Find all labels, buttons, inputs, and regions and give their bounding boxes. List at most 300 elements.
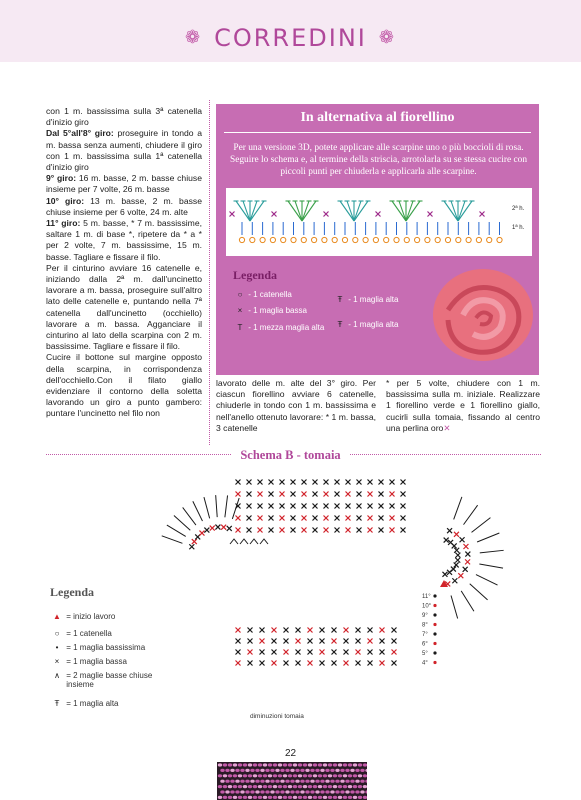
stitch-single-crochet: [260, 650, 265, 655]
stitch-single-crochet: [313, 480, 318, 485]
knit-stitch: [363, 785, 367, 788]
knit-stitch: [358, 796, 362, 799]
knit-stitch: [285, 790, 289, 793]
stitch-treble: [451, 595, 458, 618]
stitch-single-crochet: [460, 537, 465, 542]
stitch-single-crochet: [465, 559, 470, 564]
legend-b-item: • = 1 maglia bassissima: [50, 643, 145, 652]
stitch-chain: [301, 237, 306, 242]
stitch-treble: [354, 201, 368, 221]
stitch-treble: [444, 201, 458, 221]
stitch-single-crochet: [324, 516, 329, 521]
knit-stitch: [270, 780, 274, 783]
knit-stitch: [360, 790, 364, 793]
stitch-single-crochet: [230, 212, 235, 217]
stitch-single-crochet: [376, 212, 381, 217]
stitch-single-crochet: [368, 516, 373, 521]
stitch-chain: [404, 237, 409, 242]
stitch-single-crochet: [401, 528, 406, 533]
flower-ornament-icon: ❁: [185, 27, 203, 48]
half-treble-icon: T: [237, 323, 243, 332]
page-title-text: CORREDINI: [214, 24, 367, 52]
stitch-treble: [458, 201, 465, 221]
knit-stitch: [320, 790, 324, 793]
instructions-column-3: [386, 378, 540, 434]
knit-texture-strip: [217, 762, 367, 800]
stitch-chain: [425, 237, 430, 242]
knit-stitch: [318, 796, 322, 799]
round-label: 10°: [422, 603, 432, 610]
knit-stitch: [298, 774, 302, 777]
stitch-single-crochet: [356, 639, 361, 644]
knit-stitch: [338, 796, 342, 799]
legend-b-item: × = 1 maglia bassa: [50, 657, 127, 666]
knit-stitch: [268, 785, 272, 788]
knit-stitch: [265, 790, 269, 793]
knit-stitch: [320, 769, 324, 772]
schema-b-title: Schema B - tomaia: [0, 448, 581, 463]
stitch-single-crochet: [335, 480, 340, 485]
knit-stitch: [283, 774, 287, 777]
stitch-single-crochet: [284, 661, 289, 666]
knit-stitch: [243, 796, 247, 799]
knit-stitch: [223, 763, 227, 766]
stitch-single-crochet: [284, 628, 289, 633]
end-mark-icon: ✕: [443, 422, 451, 433]
stitch-single-crochet: [247, 480, 252, 485]
knit-stitch: [285, 769, 289, 772]
stitch-treble: [354, 201, 361, 221]
stitch-single-crochet: [269, 480, 274, 485]
knit-stitch: [293, 774, 297, 777]
knit-stitch: [270, 790, 274, 793]
knit-stitch: [288, 774, 292, 777]
knit-stitch: [293, 763, 297, 766]
knit-stitch: [263, 763, 267, 766]
knit-stitch: [313, 796, 317, 799]
col1-paragraph: Dal 5°all'8° giro: proseguire in tondo a m. bassa senza aumenti, chiudere il giro con 1 m. bassissima sulla 1ª catenella d'inizio giro: [46, 128, 202, 173]
knit-stitch: [275, 769, 279, 772]
flower-ornament-icon: ❁: [378, 27, 396, 48]
knit-stitch: [343, 796, 347, 799]
stitch-single-crochet: [401, 480, 406, 485]
stitch-decrease: [230, 539, 238, 544]
schema-b-diagram: [110, 462, 510, 712]
round-label: 6°: [422, 641, 428, 648]
stitch-chain: [260, 237, 265, 242]
knit-stitch: [338, 763, 342, 766]
knit-stitch: [328, 796, 332, 799]
col1-paragraph: Per il cinturino avviare 16 catenelle e, iniziando dalla 2ª m. dall'uncinetto lavorare a m. bassa, proseguire sull'altro lato delle catenelle e, puntando nella 7ª catenella dall'uncinetto (occhiello) lavorare a m. bassa. Agganciare il cinturino al lato della scarpina con 2 m. bassissime. Tagliare e fissare il filo.: [46, 262, 202, 352]
knit-stitch: [355, 769, 359, 772]
knit-stitch: [263, 774, 267, 777]
stitch-chain: [476, 237, 481, 242]
knit-stitch: [353, 785, 357, 788]
knit-stitch: [320, 780, 324, 783]
knit-stitch: [350, 780, 354, 783]
stitch-single-crochet: [379, 480, 384, 485]
stitch-single-crochet: [199, 531, 204, 536]
knit-stitch: [233, 774, 237, 777]
stitch-chain: [487, 237, 492, 242]
knit-stitch: [275, 780, 279, 783]
knit-stitch: [235, 769, 239, 772]
stitch-single-crochet: [247, 504, 252, 509]
knit-stitch: [313, 774, 317, 777]
knit-stitch: [258, 785, 262, 788]
stitch-treble: [193, 501, 203, 521]
stitch-single-crochet: [465, 552, 470, 557]
stitch-single-crochet: [236, 516, 241, 521]
stitch-single-crochet: [344, 650, 349, 655]
knit-stitch: [333, 796, 337, 799]
stitch-single-crochet: [344, 661, 349, 666]
knit-stitch: [280, 790, 284, 793]
stitch-single-crochet: [272, 639, 277, 644]
stitch-single-crochet: [368, 480, 373, 485]
stitch-single-crochet: [269, 492, 274, 497]
cross-icon: ×: [54, 657, 60, 666]
stitch-single-crochet: [357, 504, 362, 509]
stitch-single-crochet: [379, 516, 384, 521]
stitch-chain: [353, 237, 358, 242]
knit-stitch: [303, 796, 307, 799]
knit-stitch: [238, 785, 242, 788]
knit-stitch: [250, 790, 254, 793]
instructions-column-2: [216, 378, 376, 434]
knit-stitch: [218, 796, 222, 799]
stitch-chain: [270, 237, 275, 242]
row-label-1: 1ª h.: [512, 225, 525, 231]
stitch-chain: [312, 237, 317, 242]
legend-b-item: Ŧ = 1 maglia alta: [50, 699, 119, 708]
double-treble-icon: Ŧ: [337, 320, 343, 329]
stitch-single-crochet: [368, 628, 373, 633]
stitch-treble: [243, 201, 250, 221]
round-label: 4°: [422, 660, 428, 667]
knit-stitch: [328, 774, 332, 777]
stitch-slip: [433, 651, 436, 654]
stitch-single-crochet: [248, 661, 253, 666]
stitch-single-crochet: [258, 504, 263, 509]
stitch-single-crochet: [280, 492, 285, 497]
knit-stitch: [353, 763, 357, 766]
knit-stitch: [308, 785, 312, 788]
stitch-single-crochet: [452, 578, 457, 583]
knit-stitch: [250, 780, 254, 783]
stitch-chain: [497, 237, 502, 242]
knit-stitch: [335, 790, 339, 793]
knit-stitch: [338, 774, 342, 777]
knit-stitch: [313, 763, 317, 766]
stitch-single-crochet: [320, 650, 325, 655]
stitch-single-crochet: [248, 650, 253, 655]
knit-stitch: [275, 790, 279, 793]
stitch-single-crochet: [332, 639, 337, 644]
stitch-single-crochet: [357, 480, 362, 485]
knit-stitch: [228, 774, 232, 777]
stitch-single-crochet: [379, 492, 384, 497]
alternative-box-title: In alternativa al fiorellino: [300, 110, 455, 125]
stitch-single-crochet: [335, 528, 340, 533]
knit-stitch: [353, 774, 357, 777]
knit-stitch: [233, 785, 237, 788]
stitch-treble: [461, 591, 474, 611]
knit-stitch: [295, 769, 299, 772]
stitch-single-crochet: [452, 543, 457, 548]
stitch-single-crochet: [455, 553, 460, 558]
stitch-single-crochet: [390, 492, 395, 497]
round-label: 11°: [422, 594, 431, 600]
round-heading: 10° giro:: [46, 195, 85, 206]
stitch-single-crochet: [401, 492, 406, 497]
stitch-slip: [433, 632, 436, 635]
stitch-single-crochet: [458, 573, 463, 578]
stitch-treble: [451, 201, 458, 221]
knit-stitch: [360, 780, 364, 783]
stitch-single-crochet: [356, 650, 361, 655]
stitch-single-crochet: [324, 528, 329, 533]
legend-b-title: Legenda: [50, 585, 95, 599]
col1-paragraph: 10° giro: 13 m. basse, 2 m. basse chiuse insieme per 6 volte, 24 m. alte: [46, 195, 202, 217]
stitch-chain: [239, 237, 244, 242]
stitch-single-crochet: [313, 516, 318, 521]
stitch-single-crochet: [192, 539, 197, 544]
watermark: PassionForum.ru: [502, 787, 577, 797]
stitch-slip: [433, 623, 436, 626]
page-header: [0, 0, 581, 62]
knit-stitch: [218, 763, 222, 766]
stitch-treble: [340, 201, 354, 221]
knit-stitch: [345, 790, 349, 793]
knit-stitch: [248, 796, 252, 799]
stitch-single-crochet: [272, 212, 277, 217]
stitch-chain: [281, 237, 286, 242]
stitch-treble: [454, 497, 462, 520]
stitch-decrease: [250, 539, 258, 544]
knit-stitch: [313, 785, 317, 788]
stitch-treble: [392, 201, 406, 221]
stitch-single-crochet: [272, 661, 277, 666]
stitch-single-crochet: [332, 661, 337, 666]
stitch-single-crochet: [320, 639, 325, 644]
knit-stitch: [323, 785, 327, 788]
stitch-slip: [433, 642, 436, 645]
knit-stitch: [255, 790, 259, 793]
knit-stitch: [253, 785, 257, 788]
knit-stitch: [298, 796, 302, 799]
rose-chart-svg: [226, 188, 532, 256]
stitch-single-crochet: [302, 492, 307, 497]
stitch-treble: [458, 201, 472, 221]
stitch-single-crochet: [313, 528, 318, 533]
stitch-single-crochet: [308, 661, 313, 666]
stitch-single-crochet: [335, 492, 340, 497]
knit-stitch: [238, 796, 242, 799]
stitch-treble: [472, 518, 491, 533]
knit-stitch: [283, 763, 287, 766]
stitch-single-crochet: [368, 492, 373, 497]
treble-icon: Ŧ: [337, 295, 343, 304]
knit-stitch: [285, 780, 289, 783]
knit-stitch: [248, 763, 252, 766]
knit-stitch: [330, 780, 334, 783]
stitch-single-crochet: [332, 628, 337, 633]
knit-stitch: [280, 780, 284, 783]
knit-stitch: [295, 780, 299, 783]
stitch-treble: [464, 505, 478, 524]
stitch-slip: [433, 594, 436, 597]
knit-stitch: [220, 769, 224, 772]
knit-stitch: [268, 796, 272, 799]
stitch-single-crochet: [463, 567, 468, 572]
stitch-treble: [477, 533, 499, 542]
round-label: 9°: [422, 613, 428, 619]
knit-stitch: [363, 796, 367, 799]
knit-stitch: [278, 763, 282, 766]
stitch-single-crochet: [258, 480, 263, 485]
stitch-single-crochet: [236, 661, 241, 666]
knit-stitch: [328, 785, 332, 788]
circle-icon: ○: [54, 629, 60, 638]
stitch-single-crochet: [368, 650, 373, 655]
stitch-treble: [295, 201, 302, 221]
stitch-single-crochet: [258, 528, 263, 533]
knit-stitch: [328, 763, 332, 766]
stitch-single-crochet: [368, 661, 373, 666]
stitch-single-crochet: [247, 528, 252, 533]
stitch-single-crochet: [302, 516, 307, 521]
stitch-single-crochet: [260, 661, 265, 666]
knit-stitch: [363, 774, 367, 777]
round-heading: Dal 5°all'8° giro:: [46, 128, 114, 139]
stitch-treble: [250, 201, 264, 221]
knit-stitch: [335, 769, 339, 772]
knit-stitch: [340, 769, 344, 772]
stitch-decrease: [240, 539, 248, 544]
knit-stitch: [270, 769, 274, 772]
stitch-chain: [466, 237, 471, 242]
knit-stitch: [300, 790, 304, 793]
stitch-single-crochet: [302, 480, 307, 485]
knit-stitch: [258, 763, 262, 766]
stitch-single-crochet: [280, 516, 285, 521]
stitch-single-crochet: [346, 516, 351, 521]
row-label-2: 2ª h.: [512, 206, 525, 212]
stitch-chain: [363, 237, 368, 242]
knit-stitch: [260, 790, 264, 793]
knit-stitch: [305, 790, 309, 793]
knit-stitch: [220, 780, 224, 783]
stitch-single-crochet: [189, 544, 194, 549]
decrease-icon: ∧: [54, 671, 60, 680]
round-heading: 9° giro:: [46, 173, 77, 184]
knit-stitch: [303, 774, 307, 777]
stitch-single-crochet: [236, 528, 241, 533]
stitch-single-crochet: [324, 492, 329, 497]
stitch-treble: [470, 584, 488, 600]
knit-stitch: [308, 774, 312, 777]
knit-stitch: [248, 785, 252, 788]
stitch-single-crochet: [247, 516, 252, 521]
stitch-single-crochet: [390, 504, 395, 509]
stitch-single-crochet: [357, 492, 362, 497]
knit-stitch: [230, 790, 234, 793]
knit-stitch: [308, 763, 312, 766]
knit-stitch: [323, 763, 327, 766]
stitch-slip: [433, 613, 436, 616]
knit-stitch: [253, 796, 257, 799]
knit-stitch: [290, 790, 294, 793]
legend-b-item: ○ = 1 catenella: [50, 629, 112, 638]
column-divider: [209, 100, 210, 445]
stitch-single-crochet: [447, 528, 452, 533]
stitch-treble: [302, 201, 309, 221]
knit-stitch: [315, 780, 319, 783]
knit-stitch: [315, 790, 319, 793]
stitch-single-crochet: [236, 650, 241, 655]
stitch-single-crochet: [284, 639, 289, 644]
knit-stitch: [223, 796, 227, 799]
knit-stitch: [318, 785, 322, 788]
knit-stitch: [255, 780, 259, 783]
knit-stitch: [220, 790, 224, 793]
knit-stitch: [338, 785, 342, 788]
stitch-single-crochet: [269, 504, 274, 509]
stitch-single-crochet: [236, 480, 241, 485]
knit-stitch: [250, 769, 254, 772]
alternative-box: [216, 104, 539, 375]
knit-stitch: [310, 780, 314, 783]
round-label: 8°: [422, 622, 428, 629]
knit-stitch: [253, 763, 257, 766]
knit-stitch: [218, 785, 222, 788]
stitch-single-crochet: [401, 516, 406, 521]
knit-stitch: [268, 763, 272, 766]
stitch-single-crochet: [454, 548, 459, 553]
stitch-single-crochet: [346, 492, 351, 497]
stitch-single-crochet: [392, 628, 397, 633]
knit-stitch: [340, 780, 344, 783]
stitch-single-crochet: [454, 532, 459, 537]
knit-stitch: [263, 796, 267, 799]
knit-stitch: [335, 780, 339, 783]
stitch-single-crochet: [280, 528, 285, 533]
stitch-single-crochet: [390, 528, 395, 533]
stitch-chain: [322, 237, 327, 242]
legend-a-item: ○ - 1 catenella: [234, 290, 292, 299]
stitch-chain: [250, 237, 255, 242]
stitch-single-crochet: [463, 544, 468, 549]
stitch-single-crochet: [296, 628, 301, 633]
knit-stitch: [303, 763, 307, 766]
knit-stitch: [303, 785, 307, 788]
knit-stitch: [358, 785, 362, 788]
round-label: 5°: [422, 651, 428, 657]
knit-stitch: [348, 763, 352, 766]
knit-stitch: [283, 796, 287, 799]
knit-stitch: [273, 785, 277, 788]
knit-stitch: [235, 790, 239, 793]
stitch-single-crochet: [227, 526, 232, 531]
stitch-single-crochet: [215, 525, 220, 530]
knit-stitch: [358, 763, 362, 766]
stitch-chain: [291, 237, 296, 242]
stitch-single-crochet: [332, 650, 337, 655]
knit-stitch: [343, 785, 347, 788]
stitch-single-crochet: [380, 650, 385, 655]
box-rule: [224, 132, 531, 133]
